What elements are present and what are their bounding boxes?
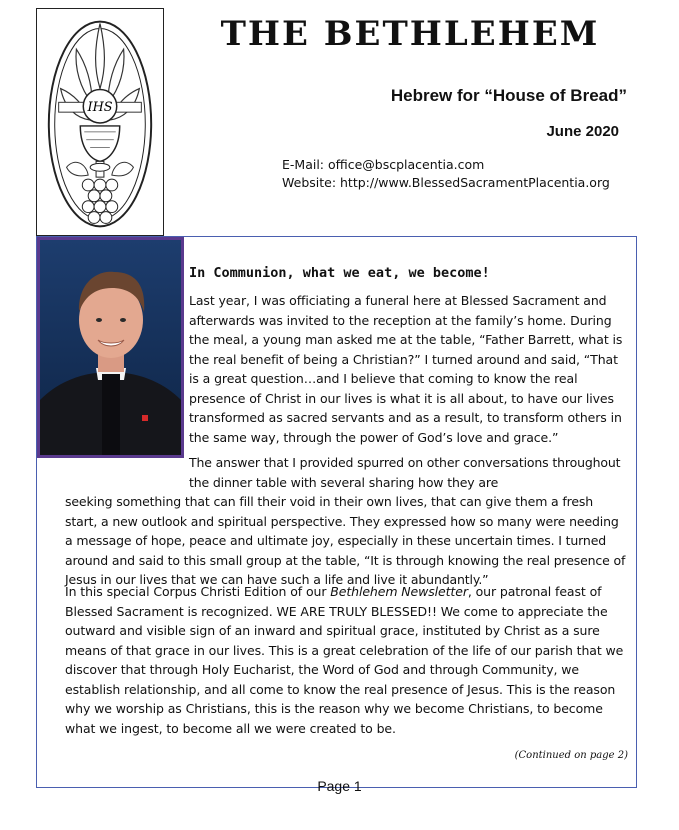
- svg-text:IHS: IHS: [87, 100, 113, 116]
- continued-note: (Continued on page 2): [514, 750, 628, 761]
- newsletter-subtitle: Hebrew for “House of Bread”: [390, 86, 627, 105]
- paragraph-1: [189, 291, 629, 447]
- main-article: [36, 236, 637, 788]
- paragraph-1-text: Last year, I was officiating a funeral here at Blessed Sacrament and afterwards was invited to the reception at the family’s home. During the meal, a young man asked me at the table, “Father Barrett, what is the real benefit of being a Christian?” I turned around and said, “That is a great question…and I believe that coming to know the real presence of Christ in our lives is what it is all about, to have our lives transformed as sacred servants and as a result, to transform others in the same way, through the power of God’s love and grace.”: [189, 293, 623, 445]
- contact-info: [282, 156, 610, 192]
- paragraph-2: [65, 453, 629, 590]
- priest-photo: [37, 237, 184, 458]
- paragraph-2-rest: seeking something that can fill their void in their own lives, that can give them a fresh start, a new outlook and spiritual perspective. They expressed how so many were needing a message of hope, peace and ultimate joy, especially in these uncertain times. I turned around and said to this small group at the table, “It is through knowing the real presence of Jesus in our lives that we can have such a life and live it abundantly.”: [65, 494, 626, 587]
- paragraph-3-a: In this special Corpus Christi Edition of our: [65, 584, 331, 599]
- email-line: E-Mail: office@bscplacentia.com: [282, 157, 485, 172]
- paragraph-2-lead: The answer that I provided spurred on other conversations throughout the dinner table with several sharing how they are: [189, 455, 621, 490]
- issue-date: June 2020: [546, 123, 619, 140]
- priest-portrait-icon: [40, 240, 181, 455]
- article-headline: In Communion, what we eat, we become!: [189, 265, 490, 281]
- parish-logo: [36, 8, 164, 236]
- paragraph-3-b: , our patronal feast of Blessed Sacrament is recognized. WE ARE TRULY BLESSED!! We come to appreciate the outward and visible sign of an inward and spiritual grace, instituted by Christ as a sure means of that grace in our lives. This is a great celebration of the life of our parish that we discover that through Holy Eucharist, the Word of God and through Community, we establish relationship, and all come to know the real presence of Jesus. This is the reason why we worship as Christians, this is the reason why we become Christians, to become what we ingest, to become all we were created to be.: [65, 584, 624, 736]
- chalice-emblem-icon: [37, 9, 163, 235]
- website-line: Website: http://www.BlessedSacramentPlacentia.org: [282, 175, 610, 190]
- newsletter-name: Bethlehem Newsletter: [330, 584, 468, 599]
- newsletter-title: THE BETHLEHEM: [220, 14, 600, 54]
- paragraph-3: [65, 582, 631, 738]
- page-number: Page 1: [317, 778, 362, 794]
